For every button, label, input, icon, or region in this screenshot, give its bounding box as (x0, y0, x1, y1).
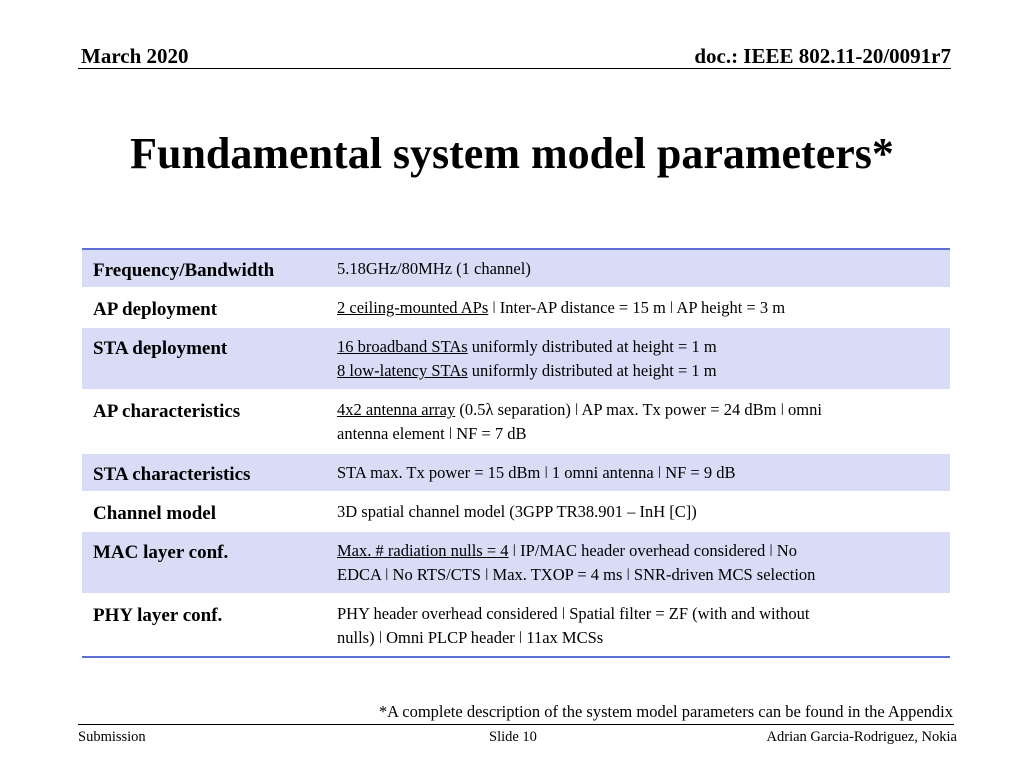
value-line (337, 461, 944, 485)
parameter-label: Channel model (82, 492, 337, 531)
value-line (337, 539, 944, 563)
value-text: (0.5λ separation) ǀ AP max. Tx power = 24 dBm ǀ omni (455, 400, 822, 419)
footer-slide-number: Slide 10 (489, 729, 537, 745)
underlined-value-text: 2 ceiling-mounted APs (337, 298, 489, 317)
value-line (337, 422, 944, 446)
header-rule (78, 68, 951, 69)
parameter-value (337, 390, 950, 453)
table-row (82, 390, 950, 453)
value-text: 5.18GHz/80MHz (1 channel) (337, 259, 531, 278)
value-text: ǀ Inter-AP distance = 15 m ǀ AP height = 3 m (488, 298, 786, 317)
value-line (337, 602, 944, 626)
value-line (337, 626, 944, 650)
parameter-label: STA characteristics (82, 453, 337, 492)
footer-rule (78, 724, 954, 725)
parameter-value (337, 327, 950, 390)
parameter-label: Frequency/Bandwidth (82, 249, 337, 288)
table-row (82, 594, 950, 657)
value-line (337, 500, 944, 524)
parameter-label: AP deployment (82, 288, 337, 327)
table-row (82, 249, 950, 288)
table-row (82, 327, 950, 390)
parameter-label: PHY layer conf. (82, 594, 337, 657)
value-text: PHY header overhead considered ǀ Spatial filter = ZF (with and without (337, 604, 810, 623)
value-text: uniformly distributed at height = 1 m (467, 361, 717, 380)
underlined-value-text: 16 broadband STAs (337, 337, 468, 356)
value-text: uniformly distributed at height = 1 m (467, 337, 717, 356)
parameter-label: STA deployment (82, 327, 337, 390)
value-text: ǀ IP/MAC header overhead considered ǀ No (508, 541, 797, 560)
parameter-value (337, 531, 950, 594)
value-text: 3D spatial channel model (3GPP TR38.901 – InH [C]) (337, 502, 697, 521)
footer-author: Adrian Garcia-Rodriguez, Nokia (766, 729, 957, 745)
underlined-value-text: 4x2 antenna array (337, 400, 456, 419)
value-line (337, 296, 944, 320)
table-row (82, 288, 950, 327)
parameter-label: AP characteristics (82, 390, 337, 453)
table-row (82, 531, 950, 594)
parameters-table (82, 248, 950, 658)
slide-title: Fundamental system model parameters* (130, 129, 894, 178)
parameter-value (337, 249, 950, 288)
footnote: *A complete description of the system model parameters can be found in the Appendix (378, 702, 953, 721)
table-row (82, 492, 950, 531)
value-text: EDCA ǀ No RTS/CTS ǀ Max. TXOP = 4 ms ǀ SNR-driven MCS selection (337, 565, 816, 584)
parameter-value (337, 453, 950, 492)
header-doc-id: doc.: IEEE 802.11-20/0091r7 (694, 44, 951, 68)
value-text: antenna element ǀ NF = 7 dB (337, 424, 527, 443)
value-line (337, 257, 944, 281)
parameter-value (337, 288, 950, 327)
parameter-value (337, 594, 950, 657)
footer-submission: Submission (78, 729, 146, 745)
header-date: March 2020 (81, 44, 189, 68)
parameter-label: MAC layer conf. (82, 531, 337, 594)
value-text: nulls) ǀ Omni PLCP header ǀ 11ax MCSs (337, 628, 604, 647)
underlined-value-text: Max. # radiation nulls = 4 (337, 541, 509, 560)
value-line (337, 335, 944, 359)
value-text: STA max. Tx power = 15 dBm ǀ 1 omni antenna ǀ NF = 9 dB (337, 463, 736, 482)
table-row (82, 453, 950, 492)
value-line (337, 398, 944, 422)
value-line (337, 563, 944, 587)
value-line (337, 359, 944, 383)
underlined-value-text: 8 low-latency STAs (337, 361, 468, 380)
parameters-table-body (82, 249, 950, 657)
parameter-value (337, 492, 950, 531)
